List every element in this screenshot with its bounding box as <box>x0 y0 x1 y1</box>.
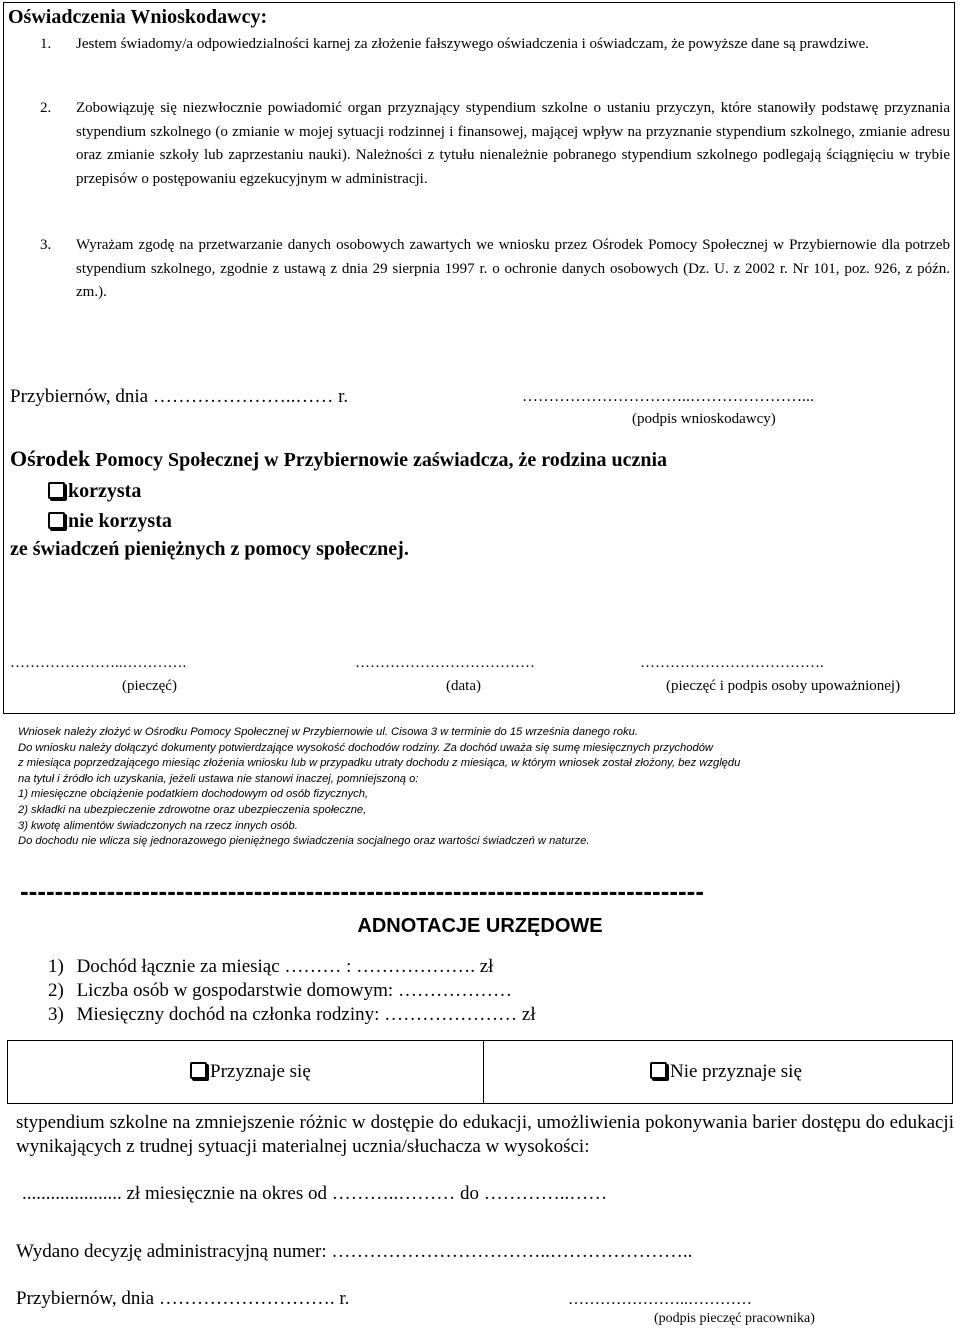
stamp-caption: (pieczęć) <box>122 678 177 694</box>
row-text[interactable]: Miesięczny dochód na członka rodziny: ………………… zł <box>76 1004 536 1025</box>
official-place-date[interactable]: Przybiernów, dnia ………………………. r. <box>16 1288 350 1309</box>
official-title: ADNOTACJE URZĘDOWE <box>357 915 603 937</box>
checkbox-icon[interactable] <box>48 482 65 499</box>
note-line: 1) miesięczne obciążenie podatkiem dochodowym od osób fizycznych, <box>18 788 369 801</box>
row-text[interactable]: Dochód łącznie za miesiąc ……… : ………………. zł <box>76 956 494 977</box>
item-text: Jestem świadomy/a odpowiedzialności karnej za złożenie fałszywego oświadczenia i oświadczam, że powyższe dane są prawdziwe. <box>76 36 870 52</box>
authorized-caption: (pieczęć i podpis osoby upoważnionej) <box>666 678 901 694</box>
decision-box <box>7 1040 953 1104</box>
ops-closing: ze świadczeń pieniężnych z pomocy społecznej. <box>10 538 409 560</box>
ops-heading-rest: Pomocy Społecznej w Przybiernowie zaświadcza, że rodzina ucznia <box>95 449 668 471</box>
row-text[interactable]: Liczba osób w gospodarstwie domowym: ……………… <box>76 980 512 1001</box>
decision-number-line[interactable]: Wydano decyzję administracyjną numer: ……………………………..………………….. <box>16 1241 693 1262</box>
item-number: 1. <box>40 36 52 52</box>
ops-heading-word: Ośrodek <box>10 446 91 471</box>
deny-label: Nie przyznaje się <box>670 1061 802 1082</box>
option-nie-korzysta[interactable] <box>48 510 172 533</box>
item-number: 2. <box>40 100 52 116</box>
option-korzysta[interactable] <box>48 480 141 503</box>
note-line: z miesiąca poprzedzającego miesiąc złożenia wniosku lub w przypadku utraty dochodu z miesiąca, w którym wniosek został złożony, bez względu <box>18 757 741 770</box>
note-line: 3) kwotę alimentów świadczonych na rzecz innych osób. <box>18 819 298 832</box>
note-line: Do dochodu nie wlicza się jednorazowego pieniężnego świadczenia socjalnego oraz wartości świadczeń w naturze. <box>18 835 590 848</box>
official-row-3[interactable] <box>48 1004 536 1026</box>
official-row-2[interactable] <box>48 980 512 1002</box>
worker-signature-line[interactable]: …………………..………… <box>568 1291 752 1308</box>
option-label: korzysta <box>68 480 142 502</box>
item-number: 3. <box>40 237 52 253</box>
official-row-1[interactable] <box>48 956 493 978</box>
deny-option[interactable] <box>650 1061 802 1083</box>
note-line: Wniosek należy złożyć w Ośrodku Pomocy Społecznej w Przybiernowie ul. Cisowa 3 w terminie do 15 września danego roku. <box>18 726 638 738</box>
row-number: 1) <box>48 956 64 977</box>
item-text: Zobowiązuję się niezwłocznie powiadomić organ przyznający stypendium szkolne o ustaniu przyczyn, które stanowiły podstawę przyznania stypendium szkolnego (o zmianie w mojej sytuacji rodzinnej i finansowej, mającej wpływ na przyznanie stypendium szkolnego, zmianie adresu oraz zmianie szkoły lub zaprzestaniu nauki). Należności z tytułu nienależnie pobranego stypendium szkolnego podlegają ściągnięciu w trybie przepisów o postępowaniu egzekucyjnym w administracji. <box>76 100 950 187</box>
row-number: 2) <box>48 980 64 1001</box>
grant-option[interactable] <box>190 1061 311 1083</box>
declarations-title: Oświadczenia Wnioskodawcy: <box>8 6 268 28</box>
applicant-signature-line[interactable]: …………………………..…………………... <box>522 388 814 405</box>
note-line: na tytuł i źródło ich uzyskania, jeżeli ustawa nie stanowi inaczej, pomniejszoną o: <box>18 772 419 785</box>
amount-period-line[interactable]: ..................... zł miesięcznie na okres od ………..……… do …………..…… <box>22 1183 608 1204</box>
checkbox-icon[interactable] <box>190 1062 207 1079</box>
checkbox-icon[interactable] <box>48 512 65 529</box>
option-label: nie korzysta <box>68 510 172 532</box>
note-line: Do wniosku należy dołączyć dokumenty potwierdzające wysokość dochodów rodziny. Za dochód uważa się sumę miesięcznych przychodów <box>18 741 713 754</box>
note-line: 2) składki na ubezpieczenie zdrowotne oraz ubezpieczenia społeczne, <box>18 803 367 816</box>
grant-label: Przyznaje się <box>210 1061 311 1082</box>
applicant-signature-caption: (podpis wnioskodawcy) <box>632 411 776 427</box>
stamp-line[interactable]: …………………..…………. <box>10 655 187 671</box>
submission-note <box>18 725 948 850</box>
row-number: 3) <box>48 1004 64 1025</box>
item-text: Wyrażam zgodę na przetwarzanie danych osobowych zawartych we wniosku przez Ośrodek Pomocy Społecznej w Przybiernowie dla potrzeb stypendium szkolnego, zgodnie z ustawą z dnia 29 sierpnia 1997 r. o ochronie danych osobowych (Dz. U. z 2002 r. Nr 101, poz. 926, z późn. zm.). <box>76 237 950 300</box>
authorized-line[interactable]: ………………………………. <box>640 655 824 671</box>
ops-heading <box>10 446 667 472</box>
checkbox-icon[interactable] <box>650 1062 667 1079</box>
applicant-place-date[interactable]: Przybiernów, dnia …………………..…… r. <box>10 386 349 407</box>
decision-divider <box>483 1041 484 1103</box>
date-line[interactable]: ……………………………… <box>355 655 535 671</box>
worker-signature-caption: (podpis pieczęć pracownika) <box>654 1311 815 1326</box>
date-caption: (data) <box>446 678 481 694</box>
scholarship-paragraph: stypendium szkolne na zmniejszenie różnic w dostępie do edukacji, umożliwienia pokonywania barier dostępu do edukacji wynikających z trudnej sytuacji materialnej ucznia/słuchacza w wysokości: <box>16 1112 954 1157</box>
dashed-separator: ------------------------------------------------------------------------------- <box>20 876 704 906</box>
